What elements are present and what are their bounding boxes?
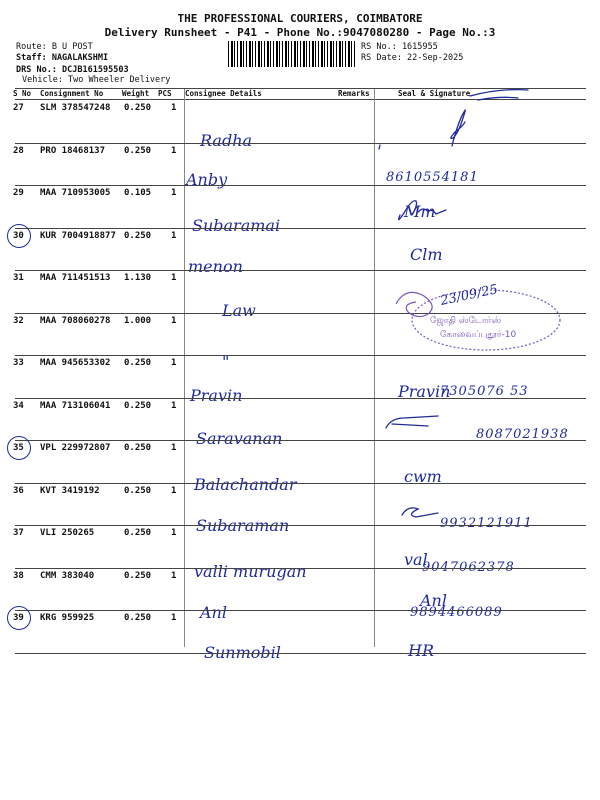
row-consignee-handwriting: Law xyxy=(222,301,256,320)
col-consignment: Consignment No xyxy=(40,89,104,98)
row-sno: 35 xyxy=(13,443,24,453)
row-signature: HR xyxy=(408,641,434,660)
row-consignment-no: CMM 383040 xyxy=(40,570,95,581)
row-weight: 0.250 xyxy=(124,358,152,368)
staff-label: Staff: NAGALAKSHMI xyxy=(16,53,109,63)
row-sno: 31 xyxy=(13,273,24,283)
col-weight: Weight xyxy=(122,89,150,98)
row-consignee-handwriting: Saravanan xyxy=(196,428,283,448)
row-signature: Pravin xyxy=(398,382,451,401)
row-consignment-no: KRG 959925 xyxy=(40,613,95,623)
row-consignment-no: KUR 7004918877 xyxy=(40,230,116,241)
row-phone-handwriting: 8087021938 xyxy=(476,426,569,442)
vehicle-label: Vehicle: Two Wheeler Delivery xyxy=(22,75,171,85)
row-sno: 27 xyxy=(13,103,24,113)
row-signature: Mm xyxy=(404,202,436,221)
rs-date: RS Date: 22-Sep-2025 xyxy=(361,53,464,63)
row-consignment-no: VLI 250265 xyxy=(40,528,95,538)
signature-row36 xyxy=(402,508,438,517)
row-consignment-no: MAA 710953005 xyxy=(40,188,111,198)
col-seal-signature: Seal & Signature xyxy=(398,89,471,98)
col-sno: S No xyxy=(13,89,32,98)
row-sno: 28 xyxy=(13,145,24,156)
row-consignee-handwriting: " xyxy=(222,351,230,371)
row-phone-handwriting: 9047062378 xyxy=(422,560,515,575)
row-signature: Clm xyxy=(410,244,443,264)
tick-mark xyxy=(379,145,380,149)
row-weight: 0.250 xyxy=(124,443,152,453)
row-pcs: 1 xyxy=(171,358,177,368)
runsheet-subtitle: Delivery Runsheet - P41 - Phone No.:9047080280 - Page No.:3 xyxy=(104,26,496,39)
row-consignment-no: SLM 378547248 xyxy=(40,103,111,113)
row-consignee-handwriting: menon xyxy=(188,256,243,276)
row-pcs: 1 xyxy=(171,273,177,283)
stamp-date: 23/09/25 xyxy=(439,282,500,309)
row-sno: 38 xyxy=(13,570,24,581)
row-weight: 0.250 xyxy=(124,528,152,538)
row-consignment-no: KVT 3419192 xyxy=(40,485,100,496)
row-weight: 0.250 xyxy=(124,570,152,581)
row-consignment-no: VPL 229972807 xyxy=(40,443,111,453)
row-pcs: 1 xyxy=(171,145,177,156)
row-pcs: 1 xyxy=(171,103,177,113)
row-pcs: 1 xyxy=(171,315,177,326)
row-weight: 0.250 xyxy=(124,613,152,623)
row-sno: 37 xyxy=(13,528,24,538)
row-phone-handwriting: 9894466089 xyxy=(410,604,503,620)
row-sno: 32 xyxy=(13,315,24,326)
row-weight: 0.250 xyxy=(124,400,152,411)
row-signature: Anl xyxy=(420,590,447,610)
row-weight: 0.250 xyxy=(124,230,152,241)
row-pcs: 1 xyxy=(171,528,177,538)
row-sno: 36 xyxy=(13,485,24,496)
signature-top-scribble xyxy=(470,90,528,100)
row-pcs: 1 xyxy=(171,188,177,198)
row-weight: 0.250 xyxy=(124,145,152,156)
drs-label: DRS No.: DCJB161595503 xyxy=(16,65,129,75)
company-title: THE PROFESSIONAL COURIERS, COIMBATORE xyxy=(177,12,423,25)
row-consignee-handwriting: Pravin xyxy=(190,386,243,405)
row-pcs: 1 xyxy=(171,400,177,411)
col-remarks: Remarks xyxy=(338,89,370,98)
row-sno: 33 xyxy=(13,358,24,368)
row-consignment-no: MAA 945653302 xyxy=(40,358,111,368)
rs-number: RS No.: 1615955 xyxy=(361,42,438,52)
row-consignee-handwriting: Sunmobil xyxy=(204,643,281,662)
row-consignee-handwriting: Radha xyxy=(200,131,253,150)
row-consignee-handwriting: Subaramai xyxy=(192,216,281,235)
stamp-line2: கோவைப்புதூர்-10 xyxy=(440,330,517,340)
row-weight: 1.130 xyxy=(124,273,152,283)
row-consignment-no: MAA 708060278 xyxy=(40,315,111,326)
row-pcs: 1 xyxy=(171,443,177,453)
row-signature: cwm xyxy=(404,467,442,486)
signature-row29 xyxy=(399,201,446,220)
signature-row27 xyxy=(451,110,465,146)
row-sno: 34 xyxy=(13,400,24,411)
col-pcs: PCS xyxy=(158,89,172,98)
row-weight: 1.000 xyxy=(124,315,152,326)
row-consignee-handwriting: Balachandar xyxy=(194,475,297,494)
row-signature: val xyxy=(404,550,428,569)
row-pcs: 1 xyxy=(171,570,177,581)
signature-row34 xyxy=(386,416,438,428)
row-consignment-no: MAA 711451513 xyxy=(40,273,111,283)
row-phone-handwriting: 9932121911 xyxy=(440,515,533,531)
row-sno: 29 xyxy=(13,188,24,198)
row-consignment-no: PRO 18468137 xyxy=(40,145,106,156)
row-phone-handwriting: 7305076 53 xyxy=(440,384,529,399)
stamp-line1: ஜோதி ஸ்டோர்ஸ் xyxy=(430,316,502,326)
row-weight: 0.250 xyxy=(124,103,152,113)
row-weight: 0.105 xyxy=(124,188,152,198)
row-consignment-no: MAA 713106041 xyxy=(40,400,111,411)
row-sno: 30 xyxy=(13,230,24,241)
row-weight: 0.250 xyxy=(124,485,152,496)
col-consignee: Consignee Details xyxy=(185,89,262,98)
row-consignee-handwriting: Anl xyxy=(200,602,227,622)
row-consignee-handwriting: Anby xyxy=(186,169,228,189)
row-consignee-handwriting: Subaraman xyxy=(196,515,290,535)
row-pcs: 1 xyxy=(171,613,177,623)
route-label: Route: B U POST xyxy=(16,42,93,52)
row-pcs: 1 xyxy=(171,485,177,496)
row-sno: 39 xyxy=(13,613,24,623)
row-pcs: 1 xyxy=(171,230,177,241)
row-consignee-handwriting: valli murugan xyxy=(194,562,307,581)
row-phone-handwriting: 8610554181 xyxy=(386,169,479,185)
stamp-squiggle xyxy=(396,292,432,316)
